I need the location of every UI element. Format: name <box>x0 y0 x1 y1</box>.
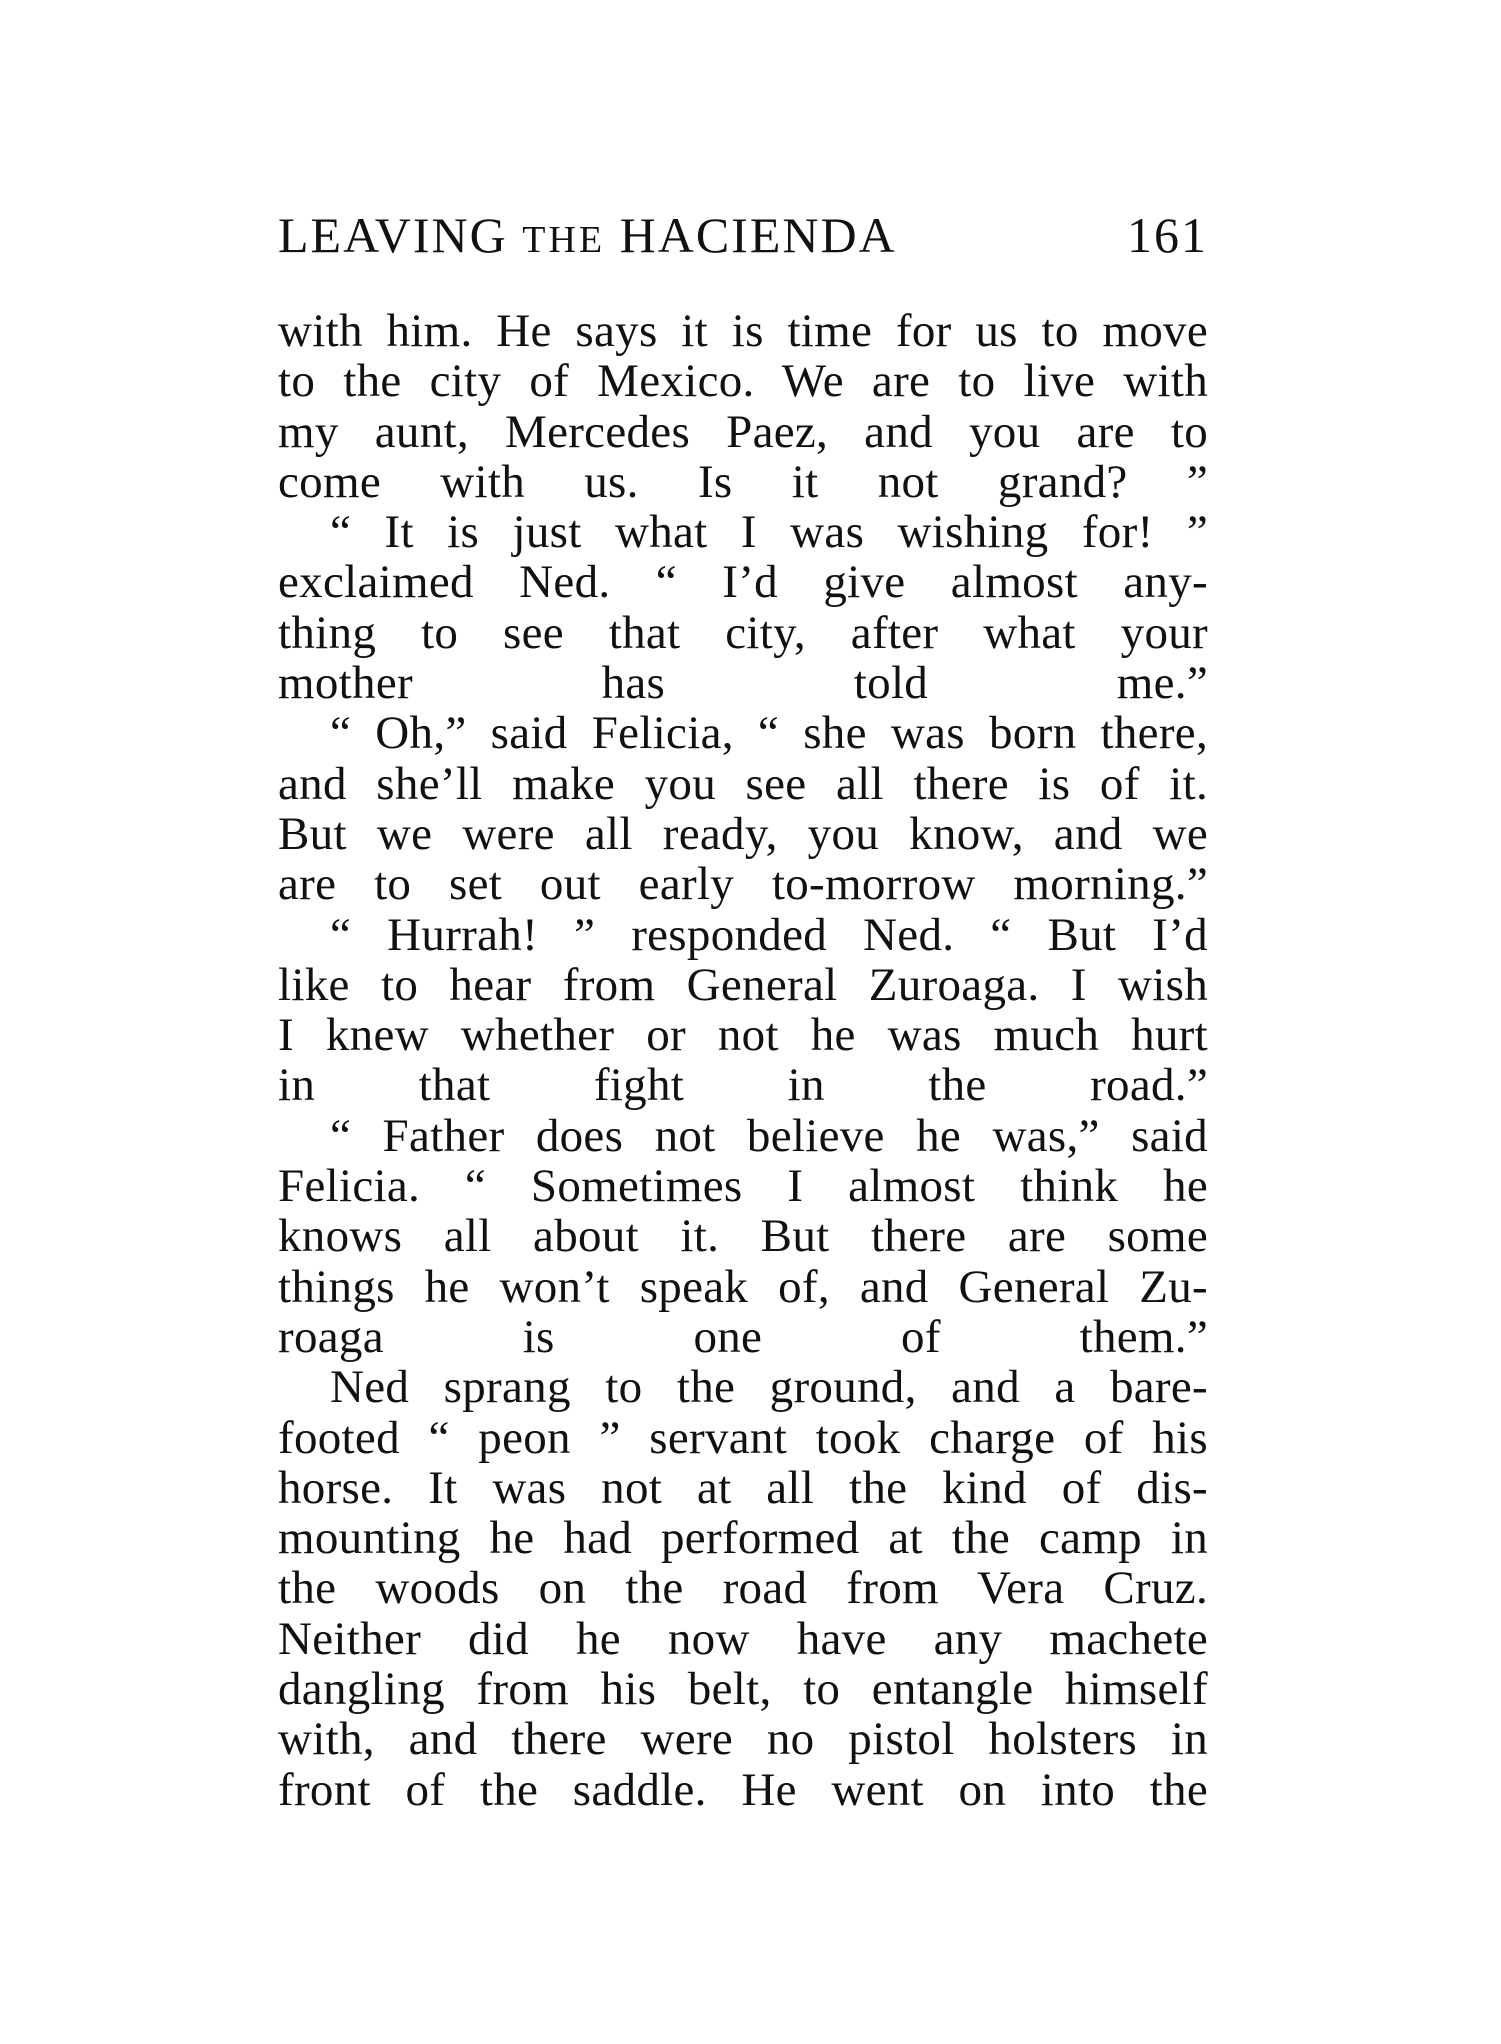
text-line: I knew whether or not he was much hurt <box>278 1009 1208 1062</box>
text-line: “ Oh,” said Felicia, “ she was born there, <box>330 707 1208 760</box>
running-title-word-1: LEAVING <box>278 207 508 263</box>
running-head <box>278 200 1208 270</box>
text-line: knows all about it. But there are some <box>278 1210 1208 1263</box>
text-line: dangling from his belt, to entangle himself <box>278 1663 1208 1716</box>
text-line: “ Hurrah! ” responded Ned. “ But I’d <box>330 908 1208 961</box>
text-line: roaga is one of them.” <box>278 1310 1208 1363</box>
text-line: footed “ peon ” servant took charge of his <box>278 1411 1208 1464</box>
text-line: things he won’t speak of, and General Zu- <box>278 1260 1208 1313</box>
text-line: “ Father does not believe he was,” said <box>330 1109 1208 1162</box>
text-line: and she’ll make you see all there is of it. <box>278 757 1208 810</box>
text-line: exclaimed Ned. “ I’d give almost any- <box>278 556 1208 609</box>
text-line: mother has told me.” <box>278 657 1208 710</box>
text-line: thing to see that city, after what your <box>278 606 1208 659</box>
text-line: like to hear from General Zuroaga. I wish <box>278 958 1208 1011</box>
text-line: are to set out early to-morrow morning.” <box>278 858 1208 911</box>
text-line: But we were all ready, you know, and we <box>278 807 1208 860</box>
text-line: the woods on the road from Vera Cruz. <box>278 1562 1208 1615</box>
page-number: 161 <box>1127 207 1208 263</box>
text-line: front of the saddle. He went on into the <box>278 1763 1208 1816</box>
body-text <box>278 306 1208 1815</box>
text-line: horse. It was not at all the kind of dis- <box>278 1461 1208 1514</box>
text-line: my aunt, Mercedes Paez, and you are to <box>278 405 1208 458</box>
text-line: with him. He says it is time for us to move <box>278 305 1208 357</box>
text-line: Ned sprang to the ground, and a bare- <box>330 1361 1208 1414</box>
running-title-word-2: THE <box>522 219 606 261</box>
text-line: with, and there were no pistol holsters in <box>278 1713 1208 1766</box>
running-title-word-3: HACIENDA <box>619 207 897 263</box>
text-line: come with us. Is it not grand? ” <box>278 455 1208 508</box>
text-line: “ It is just what I was wishing for! ” <box>330 506 1208 559</box>
text-line: in that fight in the road.” <box>278 1059 1208 1112</box>
text-line: to the city of Mexico. We are to live with <box>278 355 1208 408</box>
text-line: Felicia. “ Sometimes I almost think he <box>278 1160 1208 1213</box>
text-line: Neither did he now have any machete <box>278 1612 1208 1665</box>
text-line: mounting he had performed at the camp in <box>278 1512 1208 1565</box>
running-title <box>278 200 897 275</box>
